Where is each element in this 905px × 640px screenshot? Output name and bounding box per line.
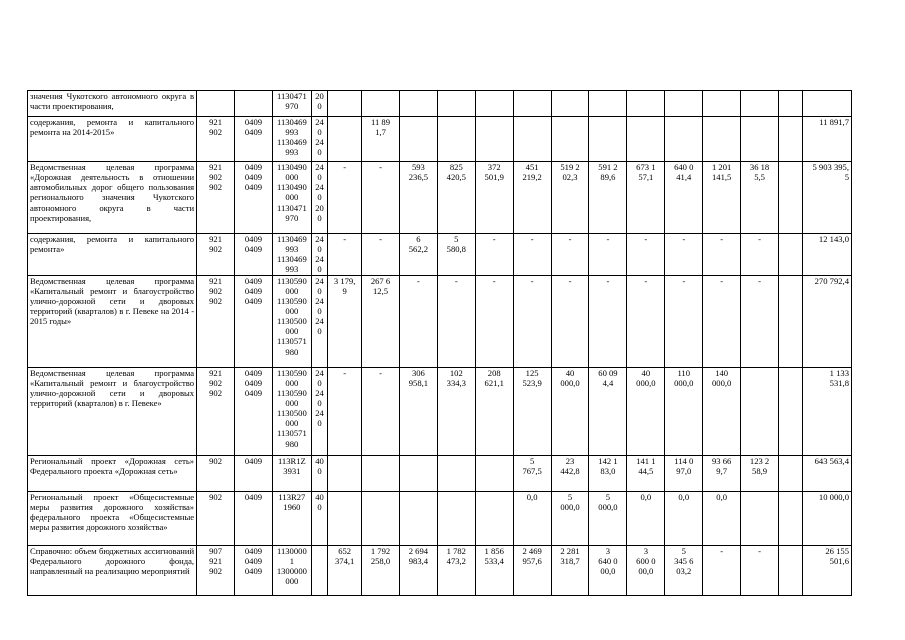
- target-article-cell-line: 1130000: [276, 545, 307, 556]
- year-value-cell: 5 580,8: [437, 234, 475, 276]
- total-value-cell: 26 155 501,6: [802, 545, 851, 595]
- section-code-cell-line: 0409: [244, 565, 263, 576]
- grbs-code-cell-line: 921: [209, 162, 222, 172]
- year-value-cell: [437, 91, 475, 117]
- year-value-cell: [328, 117, 362, 162]
- program-name-cell: содержания, ремонта и капитального ремонта»: [28, 234, 197, 276]
- total-value-cell: 12 143,0: [802, 234, 851, 276]
- target-article-cell: [272, 545, 311, 595]
- expense-type-cell-line: 24: [315, 137, 324, 148]
- expense-type-cell-line: 0: [317, 101, 322, 112]
- year-value-cell: 652 374,1: [328, 545, 362, 595]
- section-code-cell-line: 0409: [244, 117, 263, 127]
- grbs-code-cell: [197, 455, 235, 491]
- section-code-cell: [235, 491, 273, 545]
- year-value-cell: 5 000,0: [589, 491, 627, 545]
- target-article-cell-line: 1130471: [276, 91, 307, 101]
- year-value-cell: 6 562,2: [399, 234, 437, 276]
- expense-type-cell-line: 24: [315, 408, 324, 419]
- year-value-cell: 0,0: [703, 491, 741, 545]
- year-value-cell: -: [328, 367, 362, 455]
- year-value-cell: -: [665, 234, 703, 276]
- expense-type-cell: [311, 367, 327, 455]
- target-article-cell: [272, 275, 311, 367]
- grbs-code-cell-line: 921: [209, 234, 222, 244]
- program-name-cell: Справочно: объем бюджетных ассигнований Федерального дорожного фонда, направленный на реализацию мероприятий: [28, 545, 197, 595]
- expense-type-cell-line: 0: [317, 212, 322, 223]
- grbs-code-cell-line: 902: [209, 491, 222, 502]
- total-value-cell: 10 000,0: [802, 491, 851, 545]
- year-value-cell: -: [589, 234, 627, 276]
- year-value-cell: -: [665, 275, 703, 367]
- program-name-cell: значения Чукотского автономного округа в части проектирования,: [28, 91, 197, 117]
- year-value-cell: 93 66 9,7: [703, 455, 741, 491]
- target-article-cell-line: 1130471: [276, 202, 307, 213]
- year-value-cell: 2 694 983,4: [399, 545, 437, 595]
- expense-type-cell: [311, 491, 327, 545]
- target-article-cell-line: 1130590: [276, 295, 307, 306]
- section-code-cell-line: 0409: [244, 244, 263, 255]
- year-value-cell: [437, 455, 475, 491]
- year-value-cell: [779, 455, 803, 491]
- section-code-cell-line: 0409: [244, 377, 263, 388]
- target-article-cell-line: 980: [285, 346, 299, 357]
- year-value-cell: 3 640 0 00,0: [589, 545, 627, 595]
- grbs-code-cell-line: 921: [209, 367, 222, 378]
- year-value-cell: 141 1 44,5: [627, 455, 665, 491]
- section-code-cell-line: 0409: [244, 162, 263, 172]
- target-article-cell-line: 1130590: [276, 367, 307, 378]
- section-code-cell-line: 0409: [244, 555, 263, 566]
- grbs-code-cell: [197, 117, 235, 162]
- target-article-cell-line: 000: [285, 418, 299, 429]
- grbs-code-cell: [197, 491, 235, 545]
- year-value-cell: [362, 91, 400, 117]
- year-value-cell: 519 2 02,3: [551, 162, 589, 234]
- year-value-cell: [665, 117, 703, 162]
- year-value-cell: 140 000,0: [703, 367, 741, 455]
- expense-type-cell: [311, 162, 327, 234]
- grbs-code-cell-line: 902: [209, 244, 222, 255]
- target-article-cell-line: 1130590: [276, 387, 307, 398]
- expense-type-cell-line: 0: [317, 397, 322, 408]
- year-value-cell: [328, 455, 362, 491]
- year-value-cell: 142 1 83,0: [589, 455, 627, 491]
- section-code-cell: [235, 367, 273, 455]
- section-code-cell-line: 0409: [244, 182, 263, 193]
- year-value-cell: [362, 491, 400, 545]
- section-code-cell-line: 0409: [244, 172, 263, 183]
- expense-type-cell: [311, 275, 327, 367]
- expense-type-cell-line: 0: [317, 418, 322, 429]
- expense-type-cell-line: 0: [317, 127, 322, 138]
- section-code-cell-line: 0409: [244, 491, 263, 502]
- year-value-cell: 1 201 141,5: [703, 162, 741, 234]
- year-value-cell: 267 6 12,5: [362, 275, 400, 367]
- target-article-cell-line: 000: [285, 192, 299, 203]
- year-value-cell: [362, 455, 400, 491]
- expense-type-cell-line: 0: [317, 264, 322, 275]
- expense-type-cell-line: 0: [317, 244, 322, 255]
- expense-type-cell-line: 24: [315, 254, 324, 265]
- year-value-cell: -: [589, 275, 627, 367]
- expense-type-cell-line: 24: [315, 275, 324, 286]
- expense-type-cell-line: 0: [317, 285, 322, 296]
- year-value-cell: [779, 91, 803, 117]
- target-article-cell: [272, 162, 311, 234]
- expense-type-cell: [311, 117, 327, 162]
- year-value-cell: [475, 491, 513, 545]
- section-code-cell: [235, 117, 273, 162]
- target-article-cell-line: 1: [289, 555, 295, 566]
- year-value-cell: [627, 91, 665, 117]
- grbs-code-cell-line: 902: [209, 455, 222, 466]
- grbs-code-cell-line: 902: [209, 172, 222, 183]
- year-value-cell: -: [513, 234, 551, 276]
- target-article-cell: [272, 117, 311, 162]
- target-article-cell-line: 970: [285, 101, 299, 112]
- year-value-cell: [779, 491, 803, 545]
- section-code-cell-line: 0409: [244, 285, 263, 296]
- year-value-cell: 640 0 41,4: [665, 162, 703, 234]
- grbs-code-cell-line: 902: [209, 182, 222, 193]
- year-value-cell: 102 334,3: [437, 367, 475, 455]
- grbs-code-cell-line: 921: [209, 117, 222, 127]
- year-value-cell: 825 420,5: [437, 162, 475, 234]
- target-article-cell-line: 1130490: [276, 182, 307, 193]
- expense-type-cell: [311, 545, 327, 595]
- year-value-cell: 451 219,2: [513, 162, 551, 234]
- year-value-cell: 593 236,5: [399, 162, 437, 234]
- year-value-cell: -: [551, 234, 589, 276]
- year-value-cell: 1 792 258,0: [362, 545, 400, 595]
- year-value-cell: [399, 91, 437, 117]
- target-article-cell-line: 1130469: [276, 117, 307, 127]
- grbs-code-cell-line: 902: [209, 377, 222, 388]
- year-value-cell: -: [741, 545, 779, 595]
- section-code-cell-line: 0409: [244, 455, 263, 466]
- grbs-code-cell-line: 921: [209, 555, 222, 566]
- year-value-cell: -: [475, 275, 513, 367]
- target-article-cell-line: 1130571: [276, 336, 307, 347]
- year-value-cell: 123 2 58,9: [741, 455, 779, 491]
- grbs-code-cell-line: 921: [209, 275, 222, 286]
- year-value-cell: 5 345 6 03,2: [665, 545, 703, 595]
- year-value-cell: -: [551, 275, 589, 367]
- year-value-cell: 36 18 5,5: [741, 162, 779, 234]
- expense-type-cell-line: 24: [315, 117, 324, 127]
- grbs-code-cell-line: 902: [209, 565, 222, 576]
- section-code-cell: [235, 162, 273, 234]
- year-value-cell: 208 621,1: [475, 367, 513, 455]
- year-value-cell: [399, 455, 437, 491]
- target-article-cell-line: 000: [285, 575, 299, 586]
- grbs-code-cell-line: 907: [209, 545, 222, 556]
- year-value-cell: [437, 117, 475, 162]
- expense-type-cell-line: 20: [315, 91, 324, 101]
- expense-type-cell-line: 24: [315, 295, 324, 306]
- expense-type-cell-line: 0: [317, 172, 322, 183]
- year-value-cell: [589, 117, 627, 162]
- expense-type-cell-line: 0: [317, 305, 322, 316]
- section-code-cell: [235, 545, 273, 595]
- target-article-cell-line: 980: [285, 438, 299, 449]
- year-value-cell: -: [328, 234, 362, 276]
- expense-type-cell-line: 24: [315, 182, 324, 193]
- target-article-cell-line: 1300000: [276, 565, 307, 576]
- expense-type-cell-line: 24: [315, 387, 324, 398]
- section-code-cell-line: 0409: [244, 234, 263, 244]
- target-article-cell: [272, 234, 311, 276]
- year-value-cell: [513, 91, 551, 117]
- grbs-code-cell-line: 902: [209, 295, 222, 306]
- target-article-cell-line: 000: [285, 377, 299, 388]
- year-value-cell: -: [627, 234, 665, 276]
- target-article-cell-line: 000: [285, 285, 299, 296]
- year-value-cell: -: [703, 234, 741, 276]
- grbs-code-cell-line: 902: [209, 127, 222, 138]
- year-value-cell: [779, 234, 803, 276]
- year-value-cell: 0,0: [627, 491, 665, 545]
- expense-type-cell-line: 40: [315, 455, 324, 466]
- year-value-cell: [399, 491, 437, 545]
- total-value-cell: [802, 91, 851, 117]
- year-value-cell: [475, 455, 513, 491]
- grbs-code-cell: [197, 367, 235, 455]
- table-row: [28, 545, 852, 595]
- program-name-cell: Ведомственная целевая программа «Дорожная деятельность в отношении автомобильных дорог общего пользования регионального значения Чукотского автономного округа в части проектирования,: [28, 162, 197, 234]
- year-value-cell: [513, 117, 551, 162]
- target-article-cell-line: 000: [285, 326, 299, 337]
- grbs-code-cell: [197, 234, 235, 276]
- target-article-cell-line: 000: [285, 172, 299, 183]
- program-name-cell: Региональный проект «Общесистемные меры развития дорожного хозяйства» федерального проекта «Общесистемные меры развития дорожного хозяйства»: [28, 491, 197, 545]
- year-value-cell: [741, 367, 779, 455]
- table-row: [28, 162, 852, 234]
- year-value-cell: 306 958,1: [399, 367, 437, 455]
- expense-type-cell: [311, 91, 327, 117]
- section-code-cell-line: 0409: [244, 275, 263, 286]
- year-value-cell: [589, 91, 627, 117]
- year-value-cell: 673 1 57,1: [627, 162, 665, 234]
- year-value-cell: [741, 117, 779, 162]
- section-code-cell: [235, 91, 273, 117]
- expense-type-cell-line: 0: [317, 465, 322, 476]
- target-article-cell-line: 1130500: [276, 316, 307, 327]
- expense-type-cell-line: 24: [315, 367, 324, 378]
- year-value-cell: 3 179, 9: [328, 275, 362, 367]
- section-code-cell-line: 0409: [244, 545, 263, 556]
- section-code-cell-line: 0409: [244, 127, 263, 138]
- year-value-cell: -: [703, 545, 741, 595]
- table-row: [28, 275, 852, 367]
- year-value-cell: -: [437, 275, 475, 367]
- year-value-cell: 0,0: [513, 491, 551, 545]
- target-article-cell-line: 000: [285, 305, 299, 316]
- year-value-cell: 0,0: [665, 491, 703, 545]
- expense-type-cell-line: 0: [317, 192, 322, 203]
- target-article-cell: [272, 91, 311, 117]
- year-value-cell: [551, 117, 589, 162]
- table-row: [28, 455, 852, 491]
- target-article-cell-line: 1130469: [276, 137, 307, 148]
- year-value-cell: 125 523,9: [513, 367, 551, 455]
- year-value-cell: -: [475, 234, 513, 276]
- year-value-cell: [703, 91, 741, 117]
- expense-type-cell-line: 0: [317, 147, 322, 158]
- year-value-cell: [475, 91, 513, 117]
- table-row: [28, 117, 852, 162]
- year-value-cell: -: [362, 367, 400, 455]
- budget-table: [27, 90, 852, 596]
- target-article-cell: [272, 491, 311, 545]
- program-name-cell: Ведомственная целевая программа «Капитальный ремонт и благоустройство улично-дорожной сети и дворовых территорий (кварталов) в г. Певеке на 2014 - 2015 годы»: [28, 275, 197, 367]
- grbs-code-cell: [197, 91, 235, 117]
- year-value-cell: -: [513, 275, 551, 367]
- total-value-cell: 11 891,7: [802, 117, 851, 162]
- year-value-cell: [627, 117, 665, 162]
- target-article-cell-line: 993: [285, 127, 299, 138]
- target-article-cell-line: 3931: [283, 465, 301, 476]
- expense-type-cell-line: 24: [315, 162, 324, 172]
- target-article-cell-line: 1130590: [276, 275, 307, 286]
- grbs-code-cell-line: 902: [209, 387, 222, 398]
- year-value-cell: [665, 91, 703, 117]
- expense-type-cell-line: 24: [315, 234, 324, 244]
- year-value-cell: 110 000,0: [665, 367, 703, 455]
- program-name-cell: Ведомственная целевая программа «Капитальный ремонт и благоустройство улично-дорожной сети и дворовых территорий (кварталов) в г. Певеке»: [28, 367, 197, 455]
- year-value-cell: 5 767,5: [513, 455, 551, 491]
- year-value-cell: -: [362, 162, 400, 234]
- year-value-cell: 1 856 533,4: [475, 545, 513, 595]
- total-value-cell: 1 133 531,8: [802, 367, 851, 455]
- target-article-cell: [272, 455, 311, 491]
- expense-type-cell-line: 0: [317, 377, 322, 388]
- expense-type-cell-line: 24: [315, 316, 324, 327]
- year-value-cell: 40 000,0: [627, 367, 665, 455]
- table-row: [28, 234, 852, 276]
- grbs-code-cell: [197, 162, 235, 234]
- year-value-cell: [437, 491, 475, 545]
- target-article-cell-line: 000: [285, 397, 299, 408]
- total-value-cell: 643 563,4: [802, 455, 851, 491]
- year-value-cell: 372 501,9: [475, 162, 513, 234]
- year-value-cell: [475, 117, 513, 162]
- year-value-cell: [328, 91, 362, 117]
- target-article-cell-line: 113R27: [278, 491, 306, 502]
- program-name-cell: содержания, ремонта и капитального ремонта на 2014-2015»: [28, 117, 197, 162]
- target-article-cell: [272, 367, 311, 455]
- expense-type-cell: [311, 455, 327, 491]
- year-value-cell: [328, 491, 362, 545]
- year-value-cell: [779, 162, 803, 234]
- year-value-cell: 1 782 473,2: [437, 545, 475, 595]
- table-body: [28, 91, 852, 596]
- year-value-cell: [779, 117, 803, 162]
- target-article-cell-line: 1130469: [276, 254, 307, 265]
- year-value-cell: [779, 275, 803, 367]
- target-article-cell-line: 993: [285, 244, 299, 255]
- year-value-cell: 3 600 0 00,0: [627, 545, 665, 595]
- year-value-cell: -: [399, 275, 437, 367]
- year-value-cell: -: [627, 275, 665, 367]
- year-value-cell: -: [328, 162, 362, 234]
- section-code-cell: [235, 234, 273, 276]
- grbs-code-cell-line: 902: [209, 285, 222, 296]
- table-row: [28, 491, 852, 545]
- target-article-cell-line: 1960: [283, 501, 301, 512]
- section-code-cell-line: 0409: [244, 367, 263, 378]
- expense-type-cell-line: 40: [315, 491, 324, 502]
- year-value-cell: [399, 117, 437, 162]
- year-value-cell: -: [362, 234, 400, 276]
- section-code-cell-line: 0409: [244, 387, 263, 398]
- grbs-code-cell: [197, 545, 235, 595]
- year-value-cell: 2 281 318,7: [551, 545, 589, 595]
- table-row: [28, 367, 852, 455]
- year-value-cell: 23 442,8: [551, 455, 589, 491]
- year-value-cell: [741, 91, 779, 117]
- year-value-cell: [551, 91, 589, 117]
- expense-type-cell-line: 0: [317, 326, 322, 337]
- year-value-cell: [779, 545, 803, 595]
- program-name-cell: Региональный проект «Дорожная сеть» Федерального проекта «Дорожная сеть»: [28, 455, 197, 491]
- year-value-cell: 591 2 89,6: [589, 162, 627, 234]
- target-article-cell-line: 113R1Z: [277, 455, 306, 466]
- expense-type-cell-line: 0: [317, 501, 322, 512]
- target-article-cell-line: 1130500: [276, 408, 307, 419]
- grbs-code-cell: [197, 275, 235, 367]
- year-value-cell: -: [703, 275, 741, 367]
- target-article-cell-line: 1130469: [276, 234, 307, 244]
- target-article-cell-line: 1130490: [276, 162, 307, 172]
- year-value-cell: 114 0 97,0: [665, 455, 703, 491]
- expense-type-cell-line: 20: [315, 202, 324, 213]
- expense-type-cell: [311, 234, 327, 276]
- year-value-cell: 40 000,0: [551, 367, 589, 455]
- section-code-cell-line: 0409: [244, 295, 263, 306]
- year-value-cell: 11 89 1,7: [362, 117, 400, 162]
- year-value-cell: -: [741, 234, 779, 276]
- section-code-cell: [235, 455, 273, 491]
- target-article-cell-line: 970: [285, 212, 299, 223]
- year-value-cell: [779, 367, 803, 455]
- year-value-cell: [741, 491, 779, 545]
- year-value-cell: 2 469 957,6: [513, 545, 551, 595]
- year-value-cell: 5 000,0: [551, 491, 589, 545]
- total-value-cell: 5 903 395, 5: [802, 162, 851, 234]
- section-code-cell: [235, 275, 273, 367]
- year-value-cell: 60 09 4,4: [589, 367, 627, 455]
- target-article-cell-line: 993: [285, 147, 299, 158]
- target-article-cell-line: 1130571: [276, 428, 307, 439]
- year-value-cell: [703, 117, 741, 162]
- table-row: [28, 91, 852, 117]
- target-article-cell-line: 993: [285, 264, 299, 275]
- total-value-cell: 270 792,4: [802, 275, 851, 367]
- year-value-cell: -: [741, 275, 779, 367]
